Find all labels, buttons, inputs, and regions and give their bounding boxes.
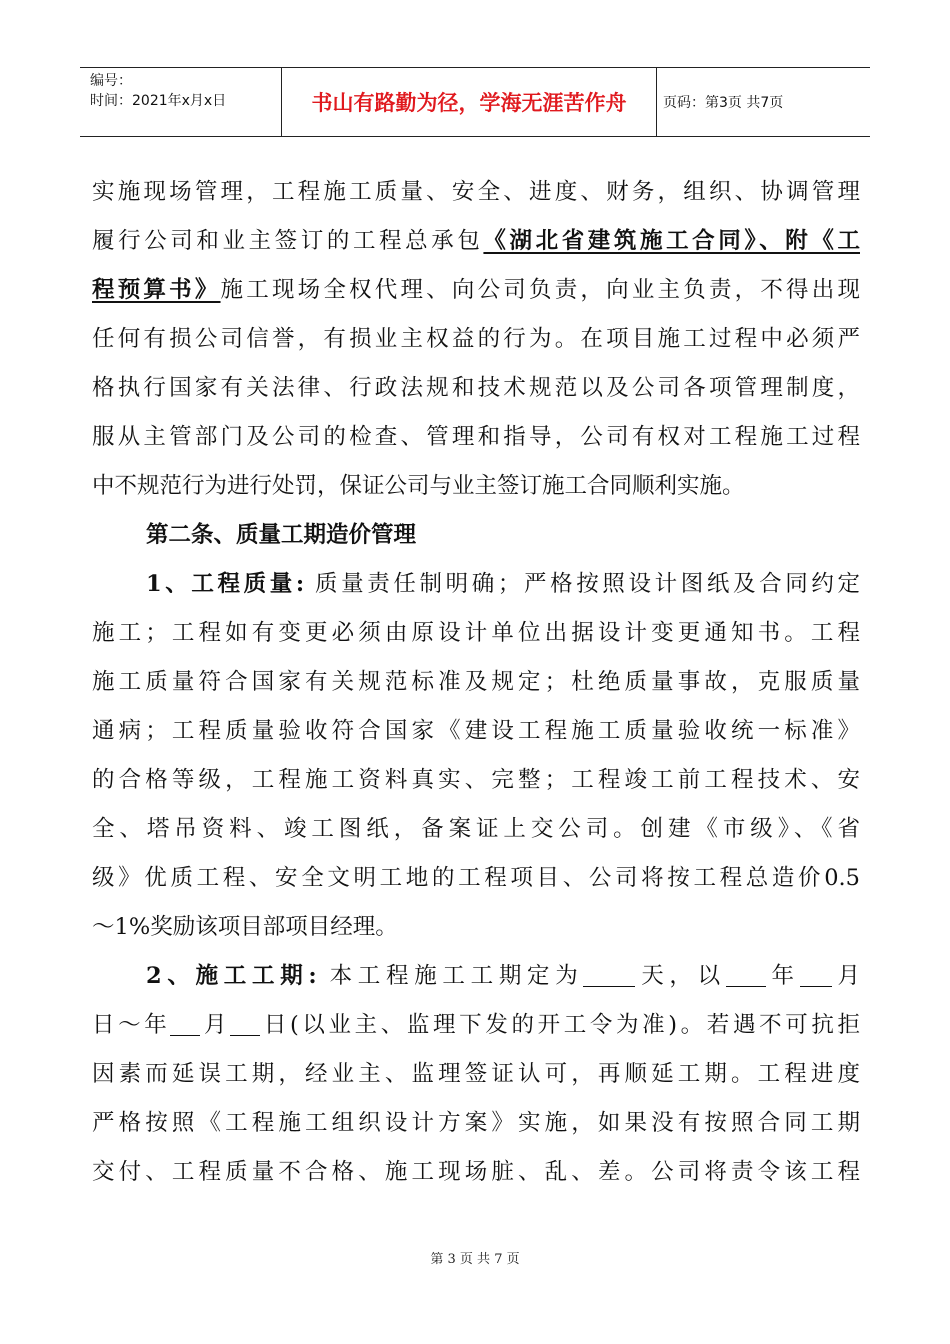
paragraph-line: 全、塔吊资料、竣工图纸，备案证上交公司。创建《市级》、《省 [92, 816, 860, 842]
paragraph-line: 通病；工程质量验收符合国家《建设工程施工质量验收统一标准》 [92, 718, 860, 744]
fill-blank [230, 1009, 260, 1036]
paragraph-line [92, 952, 860, 1001]
text-span: 本工程施工工期定为 [329, 963, 584, 989]
paragraph-line: 服从主管部门及公司的检查、管理和指导，公司有权对工程施工过程 [92, 424, 860, 450]
text-span: 月 [200, 1012, 231, 1038]
paragraph-line: 任何有损公司信誉，有损业主权益的行为。在项目施工过程中必须严 [92, 326, 860, 352]
budget-title: 程预算书》 [92, 277, 221, 303]
text-span: 日(以业主、监理下发的开工令为准)。若遇不可抗拒 [260, 1012, 860, 1038]
paragraph-line: 交付、工程质量不合格、施工现场脏、乱、差。公司将责令该工程 [92, 1159, 860, 1185]
paragraph-line: 级》优质工程、安全文明工地的工程项目、公司将按工程总造价0.5 [92, 865, 860, 891]
paragraph-line: 严格按照《工程施工组织设计方案》实施，如果没有按照合同工期 [92, 1110, 860, 1136]
page-footer: 第 3 页 共 7 页 [430, 1252, 520, 1267]
text-span: 天，以 [635, 963, 726, 989]
paragraph-line: 施工；工程如有变更必须由原设计单位出据设计变更通知书。工程 [92, 620, 860, 646]
document-body [92, 168, 860, 1197]
section-heading: 第二条、质量工期造价管理 [146, 522, 417, 548]
fill-blank [726, 960, 766, 987]
contract-title: 《湖北省建筑施工合同》、附《工 [483, 228, 860, 254]
time-label: 时间：2021年x月x日 [90, 93, 227, 109]
text-span: 年 [765, 963, 800, 989]
text-span: 日～年 [92, 1012, 171, 1038]
number-label: 编号： [90, 73, 132, 89]
text-span: 月 [831, 963, 860, 989]
fill-blank [170, 1009, 200, 1036]
paragraph-line [92, 1001, 860, 1050]
fill-blank [583, 960, 635, 987]
text-span: 履行公司和业主签订的工程总承包 [92, 228, 484, 254]
paragraph-line: 中不规范行为进行处罚，保证公司与业主签订施工合同顺利实施。 [92, 473, 745, 499]
header-page-cell [657, 68, 870, 136]
fill-blank [800, 960, 832, 987]
paragraph-line: 实施现场管理，工程施工质量、安全、进度、财务，组织、协调管理 [92, 179, 860, 205]
header-motto-cell [282, 68, 657, 136]
paragraph-line: 施工质量符合国家有关规范标准及规定；杜绝质量事故，克服质量 [92, 669, 860, 695]
item-heading: 1、工程质量: [146, 571, 305, 597]
text-span: 质量责任制明确；严格按照设计图纸及合同约定 [315, 571, 860, 597]
paragraph-line: ～1%奖励该项目部项目经理。 [92, 914, 398, 940]
paragraph-line [92, 266, 860, 315]
item-heading: 2、施工工期: [146, 963, 317, 989]
paragraph-line: 格执行国家有关法律、行政法规和技术规范以及公司各项管理制度， [92, 375, 860, 401]
text-span: 施工现场全权代理、向公司负责，向业主负责，不得出现 [220, 277, 860, 303]
paragraph-line: 的合格等级，工程施工资料真实、完整；工程竣工前工程技术、安 [92, 767, 860, 793]
motto: 书山有路勤为径，学海无涯苦作舟 [311, 91, 627, 115]
header-meta [80, 68, 282, 136]
page-header [80, 67, 870, 137]
paragraph-line: 因素而延误工期，经业主、监理签证认可，再顺延工期。工程进度 [92, 1061, 860, 1087]
header-page-label: 页码：第3页 共7页 [663, 95, 784, 111]
paragraph-line [92, 217, 860, 266]
paragraph-line [92, 560, 860, 609]
